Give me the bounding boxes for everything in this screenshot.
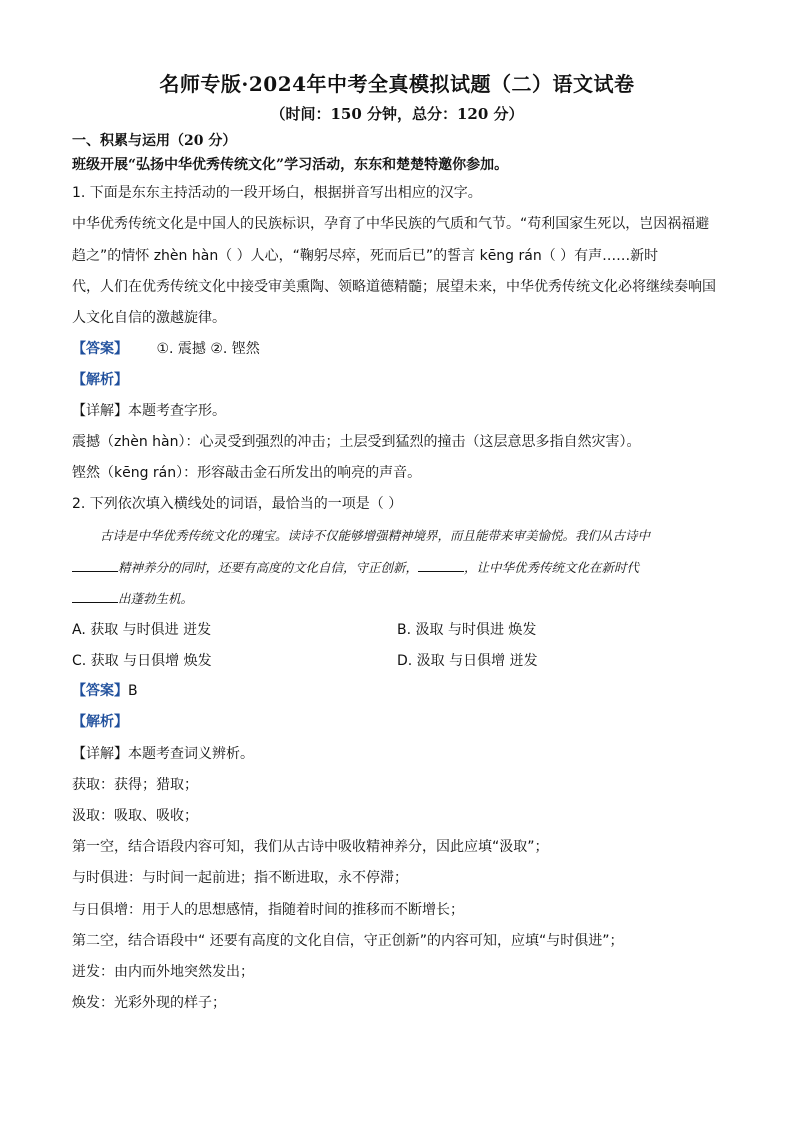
q2-note: 获取：获得；猎取；	[72, 777, 198, 793]
analysis-tag: 【解析】	[72, 372, 128, 388]
q2-note: 与时俱进：与时间一起前进；指不断进取，永不停滞；	[72, 870, 408, 886]
answer-tag: 【答案】	[72, 683, 128, 699]
q1-text-line: 趋之”的情怀 zhèn hàn（ ）人心，“鞠躬尽瘁，死而后已”的誓言 kēng rán（ ）有声……新时	[72, 248, 659, 264]
q2-note: 第二空，结合语段中“ 还要有高度的文化自信，守正创新”的内容可知，应填“与时俱进”；	[72, 933, 624, 949]
option-c: C. 获取 与日俱增 焕发	[72, 653, 212, 669]
q2-note: 迸发：由内而外地突然发出；	[72, 964, 254, 980]
exam-subtitle: （时间：150 分钟，总分：120 分）	[270, 105, 524, 123]
q2-analysis	[72, 712, 128, 732]
section-heading: 一、积累与运用（20 分）	[72, 133, 237, 149]
q2-passage-line	[72, 557, 639, 578]
q1-answer	[72, 339, 260, 359]
q2-passage-line: 古诗是中华优秀传统文化的瑰宝。读诗不仅能够增强精神境界，而且能带来审美愉悦。我们从古诗中	[100, 528, 651, 543]
passage-text: ，让中华优秀传统文化在新时代	[464, 560, 640, 575]
fill-blank	[72, 588, 118, 603]
q1-note: 震撼（zhèn hàn）：心灵受到强烈的冲击；土层受到猛烈的撞击（这层意思多指自然灾害）。	[72, 434, 641, 450]
answer-text: B	[128, 683, 138, 699]
q1-detail: 【详解】本题考查字形。	[72, 403, 226, 419]
q2-answer	[72, 681, 138, 701]
answer-tag: 【答案】	[72, 341, 128, 357]
q2-passage-line	[72, 588, 193, 609]
analysis-tag: 【解析】	[72, 714, 128, 730]
section-intro: 班级开展“弘扬中华优秀传统文化”学习活动，东东和楚楚特邀你参加。	[72, 157, 509, 173]
q2-note: 第一空，结合语段内容可知，我们从古诗中吸收精神养分，因此应填“汲取”；	[72, 839, 549, 855]
option-d: D. 汲取 与日俱增 迸发	[397, 653, 538, 669]
q1-text-line: 中华优秀传统文化是中国人的民族标识，孕育了中华民族的气质和气节。“苟利国家生死以，岂因祸福避	[72, 216, 710, 232]
fill-blank	[72, 557, 118, 572]
q1-note: 铿然（kēng rán）：形容敲击金石所发出的响亮的声音。	[72, 465, 422, 481]
q2-note: 与日俱增：用于人的思想感情，指随着时间的推移而不断增长；	[72, 902, 464, 918]
q1-analysis	[72, 370, 128, 390]
q2-stem: 2. 下列依次填入横线处的词语，最恰当的一项是（ ）	[72, 496, 403, 512]
q2-note: 焕发：光彩外现的样子；	[72, 995, 226, 1011]
q1-text-line: 人文化自信的激越旋律。	[72, 310, 226, 326]
passage-text: 出蓬勃生机。	[118, 591, 194, 606]
q2-note: 汲取：吸取、吸收；	[72, 808, 198, 824]
passage-text: 精神养分的同时，还要有高度的文化自信，守正创新，	[118, 560, 419, 575]
q1-text-line: 代，人们在优秀传统文化中接受审美熏陶、领略道德精髓；展望未来，中华优秀传统文化必将继续奏响国	[72, 279, 716, 295]
q2-detail: 【详解】本题考查词义辨析。	[72, 746, 254, 762]
fill-blank	[418, 557, 464, 572]
option-b: B. 汲取 与时俱进 焕发	[397, 622, 537, 638]
q1-stem: 1. 下面是东东主持活动的一段开场白，根据拼音写出相应的汉字。	[72, 185, 482, 201]
option-a: A. 获取 与时俱进 迸发	[72, 622, 212, 638]
exam-title: 名师专版·2024年中考全真模拟试题（二）语文试卷	[159, 72, 635, 96]
answer-text: ①. 震撼 ②. 铿然	[156, 341, 260, 357]
